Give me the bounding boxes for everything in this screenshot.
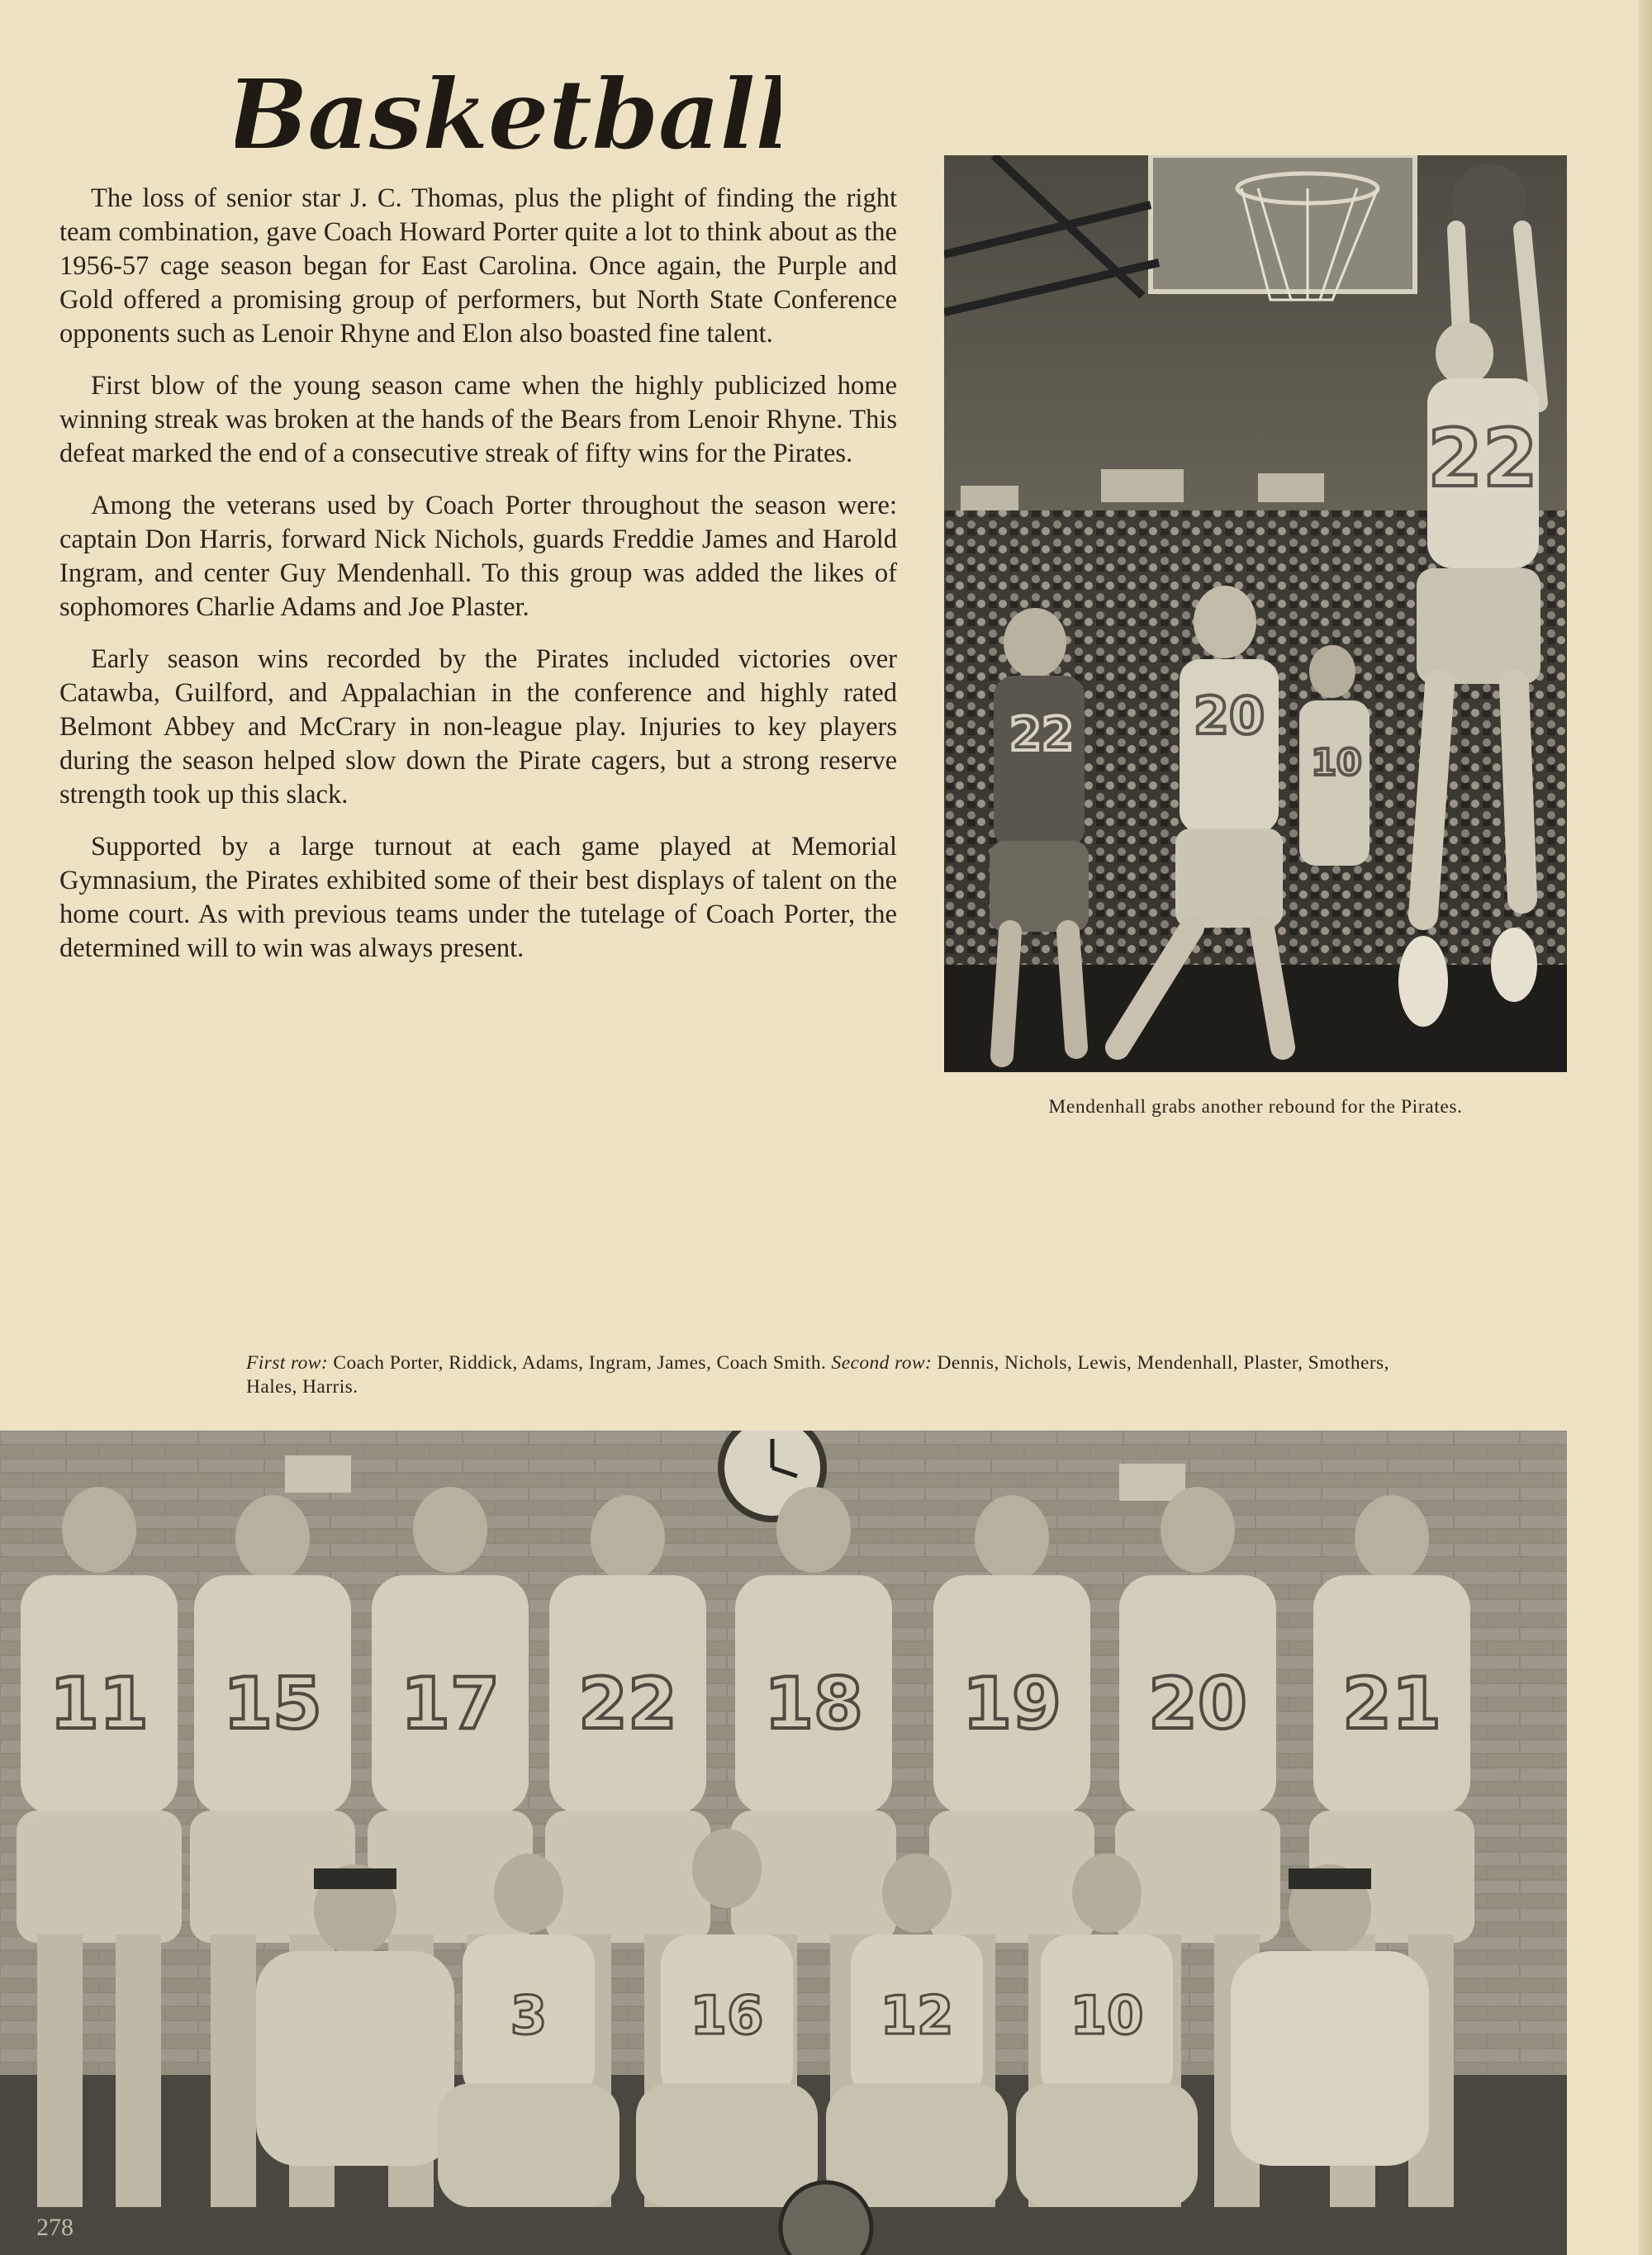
back-row-player-head xyxy=(591,1495,665,1581)
back-row-player-head xyxy=(235,1495,310,1581)
back-row-player-head xyxy=(776,1487,851,1573)
page-number: 278 xyxy=(36,2214,74,2241)
back-row-player-head xyxy=(413,1487,487,1573)
paragraph-3: Among the veterans used by Coach Porter throughout the season were: captain Don Harris, forward Nick Nichols, guards Freddie James and Harold Ingram, and center Guy Mendenhall. To this group was added the likes of sophomores Charlie Adams and Joe Plaster. xyxy=(59,491,897,622)
back-row-player-head xyxy=(62,1487,136,1573)
front-row-player-head xyxy=(692,1829,762,1908)
caption-first-row-label: First row: xyxy=(246,1352,329,1374)
paragraph-5: Supported by a large turnout at each game played at Memorial Gymnasium, the Pirates exhibited some of their best displays of talent on the home court. As with previous teams under the tutelage of Coach Porter, the determined will to win was always present. xyxy=(59,832,897,963)
back-row-jersey-number: 15 xyxy=(223,1663,322,1745)
back-row-jersey-number: 18 xyxy=(764,1663,863,1745)
front-row-player-head xyxy=(882,1854,952,1933)
floor-basketball xyxy=(781,2182,871,2255)
back-row-jersey-number: 17 xyxy=(401,1663,500,1745)
paragraph-2: First blow of the young season came when the highly publicized home winning streak was broken at the hands of the Bears from Lenoir Rhyne. This defeat marked the end of a consecutive streak of fifty wins for the Pirates. xyxy=(59,371,897,468)
jersey-number-jumper: 22 xyxy=(1427,412,1538,505)
rebound-photo-caption: Mendenhall grabs another rebound for the Pirates. xyxy=(1048,1096,1463,1118)
rebound-photo-art xyxy=(944,155,1567,1072)
team-photo-caption xyxy=(246,1351,1411,1399)
back-row-jersey-number: 21 xyxy=(1342,1663,1441,1745)
back-row-player-head xyxy=(1355,1495,1429,1581)
page-edge xyxy=(1639,0,1652,2255)
team-photo-art xyxy=(0,1431,1567,2255)
jersey-number-right: 10 xyxy=(1311,742,1362,784)
caption-second-row-label: Second row: xyxy=(831,1352,933,1374)
jersey-number-left: 22 xyxy=(1009,708,1074,762)
front-row-jersey-number: 10 xyxy=(1070,1986,1144,2047)
back-row-jersey-number: 11 xyxy=(50,1663,149,1745)
paragraph-4: Early season wins recorded by the Pirates included victories over Catawba, Guilford, and Appalachian in the conference and highly rated Belmont Abbey and McCrary in non-league play. Injuries to key players during the season helped slow down the Pirate cagers, but a strong reserve strength took up this slack. xyxy=(59,644,897,809)
back-row-jersey-number: 22 xyxy=(578,1663,677,1745)
caption-second-row-names: Dennis, Nichols, Lewis, Mendenhall, Plaster, Smothers, Hales, Harris. xyxy=(246,1352,1389,1398)
front-row-jersey-number: 12 xyxy=(880,1986,954,2047)
title-lettering xyxy=(235,59,781,175)
back-row-player-head xyxy=(1161,1487,1235,1573)
front-row-jersey-number: 16 xyxy=(690,1986,764,2047)
rebound-photo xyxy=(944,155,1567,1072)
coach-figure xyxy=(1231,1951,1429,2166)
page-title xyxy=(235,59,781,175)
jersey-number-center: 20 xyxy=(1193,686,1265,746)
front-row-player-head xyxy=(494,1854,563,1933)
front-row-jersey-number: 3 xyxy=(510,1986,548,2047)
caption-first-row-names: Coach Porter, Riddick, Adams, Ingram, James, Coach Smith. xyxy=(333,1352,827,1374)
back-row-jersey-number: 19 xyxy=(962,1663,1061,1745)
title-text: Basketball xyxy=(235,59,781,172)
front-row-player-head xyxy=(1072,1854,1142,1933)
coach-figure xyxy=(256,1951,454,2166)
paragraph-1: The loss of senior star J. C. Thomas, plus the plight of finding the right team combination, gave Coach Howard Porter quite a lot to think about as the 1956-57 cage season began for East Carolina. Once again, the Purple and Gold offered a promising group of performers, but North State Conference opponents such as Lenoir Rhyne and Elon also boasted fine talent. xyxy=(59,183,897,349)
back-row-jersey-number: 20 xyxy=(1148,1663,1247,1745)
article-body xyxy=(59,182,897,984)
team-photo xyxy=(0,1431,1567,2255)
back-row-player-head xyxy=(975,1495,1049,1581)
